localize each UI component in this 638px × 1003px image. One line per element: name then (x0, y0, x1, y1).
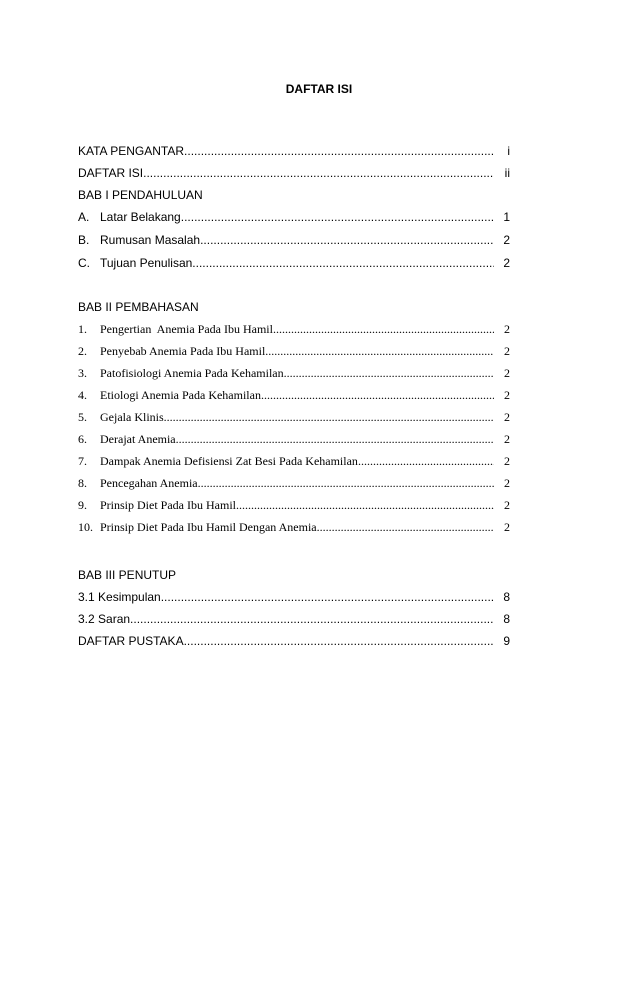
toc-entry-page: 2 (504, 520, 510, 534)
toc-entry (78, 142, 510, 160)
toc-entry-number: A. (78, 210, 90, 224)
dot-leader (284, 364, 494, 382)
toc-entry-page: 2 (504, 388, 510, 402)
toc-entry (78, 364, 510, 382)
toc-title-text: DAFTAR ISI (285, 82, 353, 96)
toc-entry-page: 2 (503, 233, 510, 247)
toc-entry (78, 496, 510, 514)
toc-entry-page: 8 (503, 612, 510, 626)
toc-entry-page: 2 (504, 410, 510, 424)
toc-entry-label: Tujuan Penulisan (100, 256, 193, 270)
toc-entry-page: ii (504, 166, 510, 180)
dot-leader (317, 518, 494, 536)
dot-leader (198, 474, 494, 492)
toc-entry-page: 2 (504, 366, 510, 380)
toc-entry (78, 208, 510, 226)
chapter-heading: BAB II PEMBAHASAN (78, 300, 199, 314)
chapter-heading: BAB I PENDAHULUAN (78, 188, 203, 202)
toc-entry (78, 610, 510, 628)
dot-leader (184, 632, 494, 650)
toc-entry-page: 2 (504, 344, 510, 358)
toc-entry-label: Dampak Anemia Defisiensi Zat Besi Pada Kehamilan (100, 454, 358, 468)
toc-entry-label: Pencegahan Anemia (100, 476, 198, 490)
dot-leader (143, 164, 494, 182)
toc-entry-page: 2 (504, 432, 510, 446)
toc-entry-label: Penyebab Anemia Pada Ibu Hamil (100, 344, 266, 358)
dot-leader (236, 496, 494, 514)
dot-leader (265, 342, 494, 360)
toc-entry (78, 588, 510, 606)
toc-entry (78, 254, 510, 272)
toc-entry (78, 518, 510, 536)
toc-entry (78, 386, 510, 404)
toc-entry-label: Pengertian Anemia Pada Ibu Hamil (100, 322, 273, 336)
toc-entry-label: Prinsip Diet Pada Ibu Hamil (100, 498, 236, 512)
toc-entry-label: DAFTAR ISI (78, 166, 144, 180)
toc-entry (78, 430, 510, 448)
toc-entry (78, 231, 510, 249)
toc-entry (78, 342, 510, 360)
toc-entry-label: Patofisiologi Anemia Pada Kehamilan (100, 366, 284, 380)
toc-entry-number: 8. (78, 476, 87, 490)
toc-entry (78, 320, 510, 338)
toc-entry-page: 2 (504, 476, 510, 490)
dot-leader (261, 386, 494, 404)
dot-leader (130, 610, 494, 628)
dot-leader (273, 320, 494, 338)
toc-entry-page: 9 (503, 634, 510, 648)
chapter-heading: BAB III PENUTUP (78, 568, 177, 582)
dot-leader (181, 208, 494, 226)
toc-entry-number: 3. (78, 366, 87, 380)
dot-leader (358, 452, 494, 470)
toc-entry-number: 10. (78, 520, 93, 534)
toc-entry-page: 2 (503, 256, 510, 270)
toc-title (0, 82, 638, 96)
dot-leader (184, 142, 494, 160)
toc-entry (78, 408, 510, 426)
dot-leader (176, 430, 494, 448)
toc-entry-number: 5. (78, 410, 87, 424)
toc-entry-page: 8 (503, 590, 510, 604)
toc-entry (78, 452, 510, 470)
toc-entry-number: 2. (78, 344, 87, 358)
dot-leader (164, 408, 494, 426)
toc-entry-number: 4. (78, 388, 87, 402)
toc-entry (78, 164, 510, 182)
toc-entry-label: DAFTAR PUSTAKA (78, 634, 184, 648)
toc-entry-page: 2 (504, 322, 510, 336)
toc-entry-label: 3.1 Kesimpulan (78, 590, 161, 604)
dot-leader (200, 231, 494, 249)
toc-entry-number: 6. (78, 432, 87, 446)
toc-entry-number: 7. (78, 454, 87, 468)
toc-entry (78, 632, 510, 650)
toc-entry-label: Derajat Anemia (100, 432, 176, 446)
toc-entry-number: C. (78, 256, 90, 270)
toc-entry-page: 2 (504, 454, 510, 468)
toc-entry-label: Gejala Klinis (100, 410, 164, 424)
toc-entry-label: KATA PENGANTAR (78, 144, 185, 158)
toc-entry-page: i (507, 144, 510, 158)
toc-entry-label: 3.2 Saran (78, 612, 131, 626)
toc-entry-label: Rumusan Masalah (100, 233, 201, 247)
toc-entry-number: 9. (78, 498, 87, 512)
toc-entry-label: Prinsip Diet Pada Ibu Hamil Dengan Anemia (100, 520, 317, 534)
dot-leader (192, 254, 494, 272)
toc-entry-number: 1. (78, 322, 87, 336)
toc-entry-label: Etiologi Anemia Pada Kehamilan (100, 388, 261, 402)
toc-entry (78, 474, 510, 492)
dot-leader (161, 588, 494, 606)
toc-entry-page: 1 (503, 210, 510, 224)
toc-entry-page: 2 (504, 498, 510, 512)
toc-entry-label: Latar Belakang (100, 210, 181, 224)
toc-entry-number: B. (78, 233, 90, 247)
